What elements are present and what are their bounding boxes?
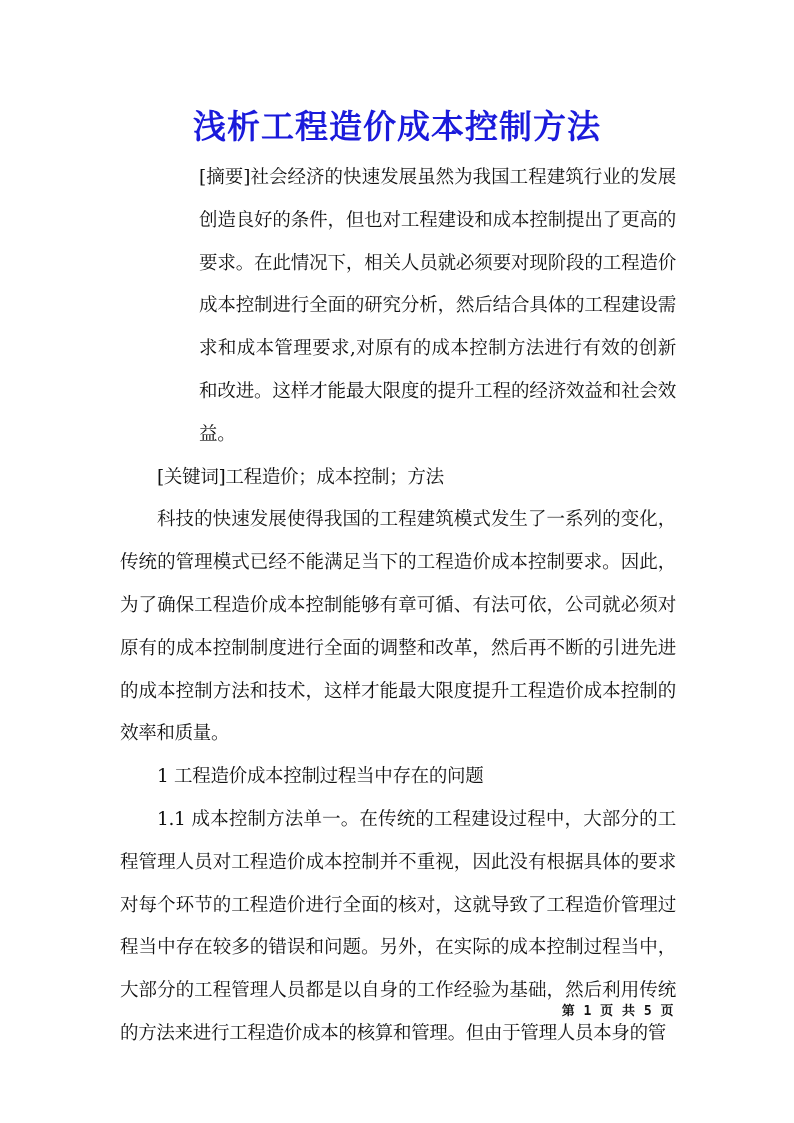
subsection-paragraph: 1.1 成本控制方法单一。在传统的工程建设过程中，大部分的工程管理人员对工程造价成本控制并不重视，因此没有根据具体的要求对每个环节的工程造价进行全面的核对，这就导致了工程造价管理过程当中存在较多的错误和问题。另外，在实际的成本控制过程当中，大部分的工程管理人员都是以自身的工作经验为基础，然后利用传统的方法来进行工程造价成本的核算和管理。但由于管理人员本身的管 xyxy=(120,808,676,1044)
abstract-paragraph: [摘要]社会经济的快速发展虽然为我国工程建筑行业的发展创造良好的条件，但也对工程建设和成本控制提出了更高的要求。在此情况下，相关人员就必须要对现阶段的工程造价成本控制进行全面的研究分析，然后结合具体的工程建设需求和成本管理要求,对原有的成本控制方法进行有效的创新和改进。这样才能最大限度的提升工程的经济效益和社会效益。 xyxy=(199,167,676,445)
document-body xyxy=(120,157,676,1056)
section-heading: 1 工程造价成本控制过程当中存在的问题 xyxy=(157,766,484,788)
document-title: 浅析工程造价成本控制方法 xyxy=(193,107,601,146)
keywords-paragraph: [关键词]工程造价；成本控制；方法 xyxy=(157,466,444,488)
page-number-footer: 第 1 页 共 5 页 xyxy=(561,1004,674,1019)
intro-paragraph: 科技的快速发展使得我国的工程建筑模式发生了一系列的变化，传统的管理模式已经不能满足当下的工程造价成本控制要求。因此，为了确保工程造价成本控制能够有章可循、有法可依，公司就必须对原有的成本控制制度进行全面的调整和改革，然后再不断的引进先进的成本控制方法和技术，这样才能最大限度提升工程造价成本控制的效率和质量。 xyxy=(120,509,676,745)
